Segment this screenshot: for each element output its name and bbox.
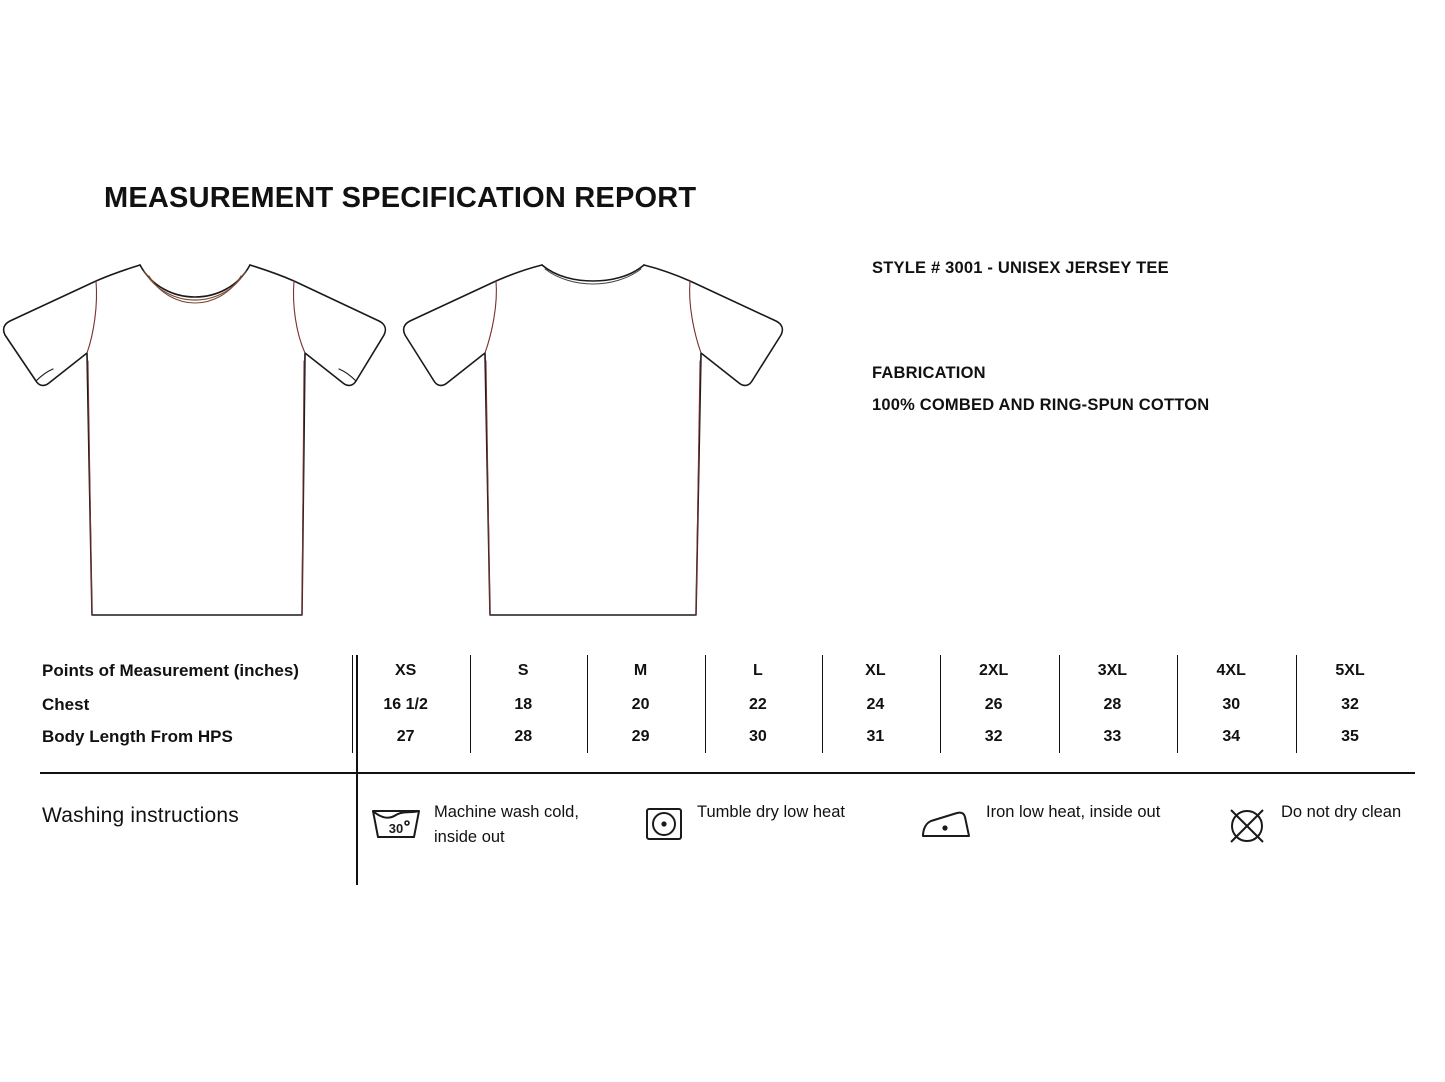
style-info-block	[872, 260, 1209, 414]
chest-4xl: 30	[1178, 689, 1297, 721]
size-header-3xl: 3XL	[1059, 655, 1178, 689]
size-header-xl: XL	[823, 655, 941, 689]
table-row	[40, 689, 1415, 721]
size-header-2xl: 2XL	[940, 655, 1059, 689]
table-row	[40, 721, 1415, 753]
body-length-5xl: 35	[1297, 721, 1415, 753]
style-number-line: STYLE # 3001 - UNISEX JERSEY TEE	[872, 259, 1169, 277]
chest-l: 22	[705, 689, 822, 721]
chest-xl: 24	[823, 689, 941, 721]
body-length-s: 28	[471, 721, 588, 753]
washing-instruction-text: Do not dry clean	[1281, 803, 1402, 821]
tumble-dry-low-heat-icon	[643, 804, 687, 849]
page-title: MEASUREMENT SPECIFICATION REPORT	[104, 182, 697, 214]
iron-low-heat-icon	[918, 804, 976, 849]
svg-text:30: 30	[388, 821, 404, 836]
chest-m: 20	[588, 689, 705, 721]
body-length-4xl: 34	[1178, 721, 1297, 753]
chest-s: 18	[471, 689, 588, 721]
washing-instructions-list	[368, 800, 1418, 890]
washing-instruction-text: Tumble dry low heat	[697, 803, 845, 821]
chest-5xl: 32	[1297, 689, 1415, 721]
chest-xs: 16 1/2	[353, 689, 471, 721]
body-length-xl: 31	[823, 721, 941, 753]
measurement-table	[40, 655, 1415, 753]
machine-wash-cold-icon	[368, 804, 424, 849]
list-item	[1223, 800, 1401, 853]
size-header-4xl: 4XL	[1178, 655, 1297, 689]
body-length-m: 29	[588, 721, 705, 753]
size-header-s: S	[471, 655, 588, 689]
size-header-m: M	[588, 655, 705, 689]
table-vertical-divider	[356, 655, 358, 885]
fabrication-body: 100% COMBED AND RING-SPUN COTTON	[872, 396, 1210, 414]
table-header-row	[40, 655, 1415, 689]
points-of-measurement-header: Points of Measurement (inches)	[42, 661, 299, 680]
row-label-body-length: Body Length From HPS	[42, 727, 233, 746]
list-item	[643, 800, 845, 849]
row-label-chest: Chest	[42, 695, 90, 714]
tee-front-illustration	[0, 243, 392, 628]
tee-back-illustration	[390, 243, 790, 628]
fabrication-heading: FABRICATION	[872, 363, 986, 382]
size-header-xs: XS	[353, 655, 471, 689]
chest-3xl: 28	[1059, 689, 1178, 721]
body-length-xs: 27	[353, 721, 471, 753]
washing-instruction-text: Iron low heat, inside out	[986, 803, 1161, 821]
body-length-l: 30	[705, 721, 822, 753]
size-header-5xl: 5XL	[1297, 655, 1415, 689]
chest-2xl: 26	[940, 689, 1059, 721]
body-length-2xl: 32	[940, 721, 1059, 753]
washing-instructions-label: Washing instructions	[42, 804, 239, 827]
do-not-dry-clean-icon	[1223, 804, 1271, 853]
body-length-3xl: 33	[1059, 721, 1178, 753]
list-item	[918, 800, 1160, 849]
size-header-l: L	[705, 655, 822, 689]
list-item	[368, 800, 609, 850]
washing-instruction-text: Machine wash cold, inside out	[434, 803, 579, 846]
table-bottom-divider	[40, 772, 1415, 774]
